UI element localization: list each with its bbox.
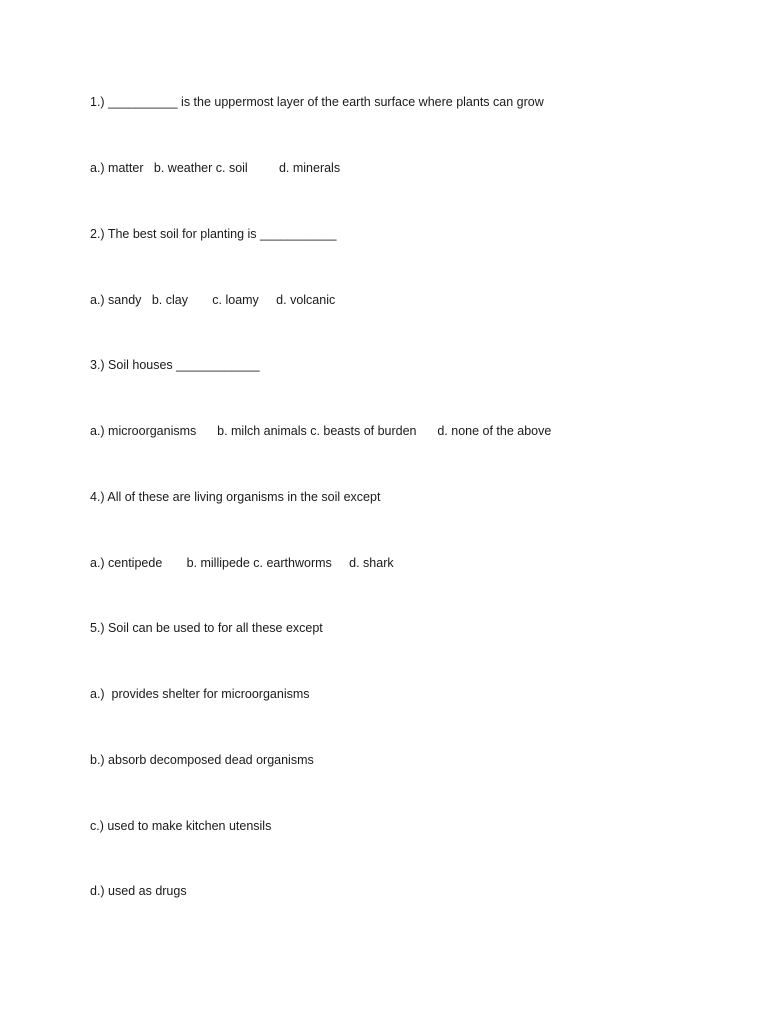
question-1-text: 1.) __________ is the uppermost layer of the earth surface where plants can grow	[90, 95, 544, 109]
question-3-options: a.) microorganisms b. milch animals c. beasts of burden d. none of the above	[90, 424, 552, 438]
question-5-option-b: b.) absorb decomposed dead organisms	[90, 753, 314, 767]
question-5-text: 5.) Soil can be used to for all these except	[90, 621, 323, 635]
question-4-text: 4.) All of these are living organisms in the soil except	[90, 490, 381, 504]
question-3-text: 3.) Soil houses ____________	[90, 358, 260, 372]
question-5-option-c: c.) used to make kitchen utensils	[90, 819, 272, 833]
question-4-options: a.) centipede b. millipede c. earthworms d. shark	[90, 556, 394, 570]
question-1-options: a.) matter b. weather c. soil d. minerals	[90, 161, 341, 175]
question-2-options: a.) sandy b. clay c. loamy d. volcanic	[90, 293, 336, 307]
question-5-option-d: d.) used as drugs	[90, 884, 187, 898]
question-5-option-a: a.) provides shelter for microorganisms	[90, 687, 310, 701]
question-2-text: 2.) The best soil for planting is ___________	[90, 227, 337, 241]
